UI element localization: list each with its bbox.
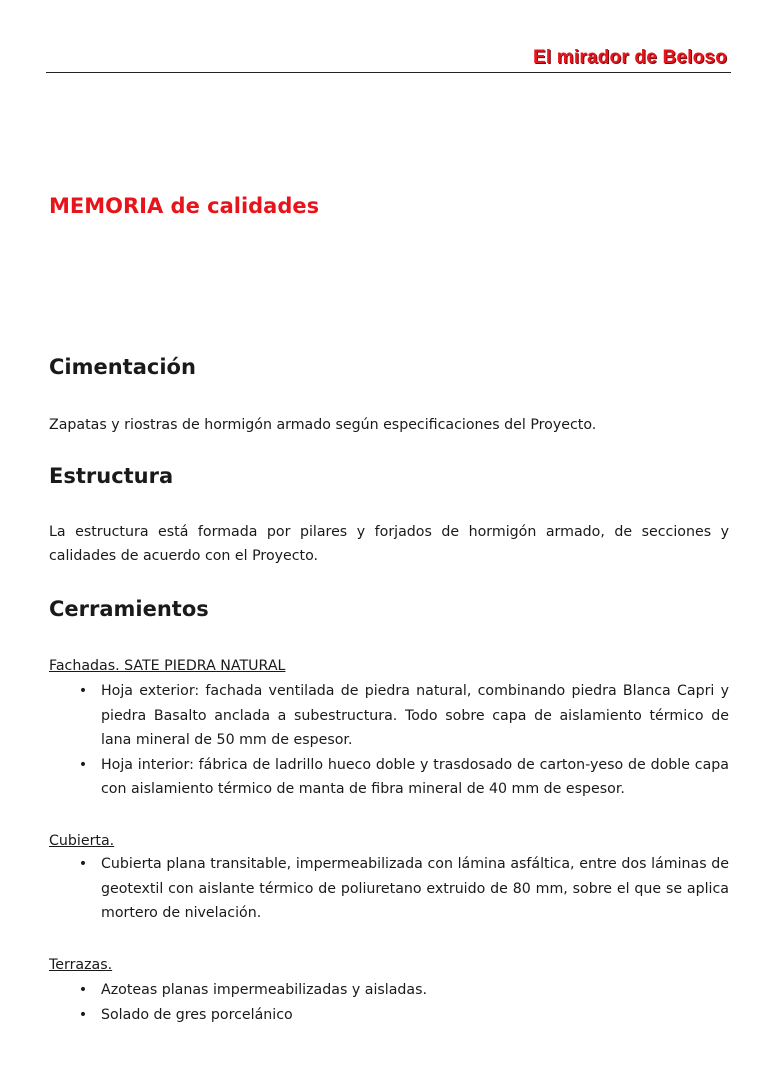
list-item: [49, 679, 729, 753]
list-item: [49, 1003, 729, 1028]
list-item-text: Solado de gres porcelánico: [101, 1006, 293, 1023]
list-item: [49, 852, 729, 926]
heading-cimentacion: Cimentación: [49, 355, 196, 379]
list-fachadas: [49, 679, 729, 802]
subheading-cubierta: Cubierta.: [49, 833, 115, 849]
subheading-terrazas: Terrazas.: [49, 957, 113, 973]
header-rule: [46, 72, 731, 73]
text-estructura: La estructura está formada por pilares y forjados de hormigón armado, de secciones y calidades de acuerdo con el Proyecto.: [49, 524, 729, 564]
bullet-icon: •: [78, 756, 88, 773]
list-item: [49, 978, 729, 1003]
header-brand: El mirador de Beloso: [532, 47, 727, 68]
subheading-fachadas: Fachadas. SATE PIEDRA NATURAL: [49, 658, 286, 674]
list-item-text: Hoja interior: fábrica de ladrillo hueco doble y trasdosado de carton-yeso de doble capa con aislamiento térmico de manta de fibra mineral de 40 mm de espesor.: [101, 756, 729, 797]
list-item: [49, 753, 729, 802]
heading-cerramientos: Cerramientos: [49, 597, 209, 621]
list-item-text: Hoja exterior: fachada ventilada de piedra natural, combinando piedra Blanca Capri y piedra Basalto anclada a subestructura. Todo sobre capa de aislamiento térmico de lana mineral de 50 mm de espesor.: [101, 683, 729, 748]
heading-estructura: Estructura: [49, 464, 174, 488]
bullet-icon: •: [78, 683, 88, 699]
bullet-icon: •: [78, 982, 88, 998]
list-terrazas: [49, 978, 729, 1027]
list-item-text: Cubierta plana transitable, impermeabilizada con lámina asfáltica, entre dos láminas de geotextil con aislante térmico de poliuretano extruido de 80 mm, sobre el que se aplica mortero de nivelación.: [101, 856, 729, 921]
list-cubierta: [49, 852, 729, 926]
bullet-icon: •: [78, 1006, 88, 1023]
bullet-icon: •: [78, 856, 88, 872]
text-cimentacion: Zapatas y riostras de hormigón armado según especificaciones del Proyecto.: [49, 417, 597, 433]
document-title: MEMORIA de calidades: [49, 194, 320, 218]
list-item-text: Azoteas planas impermeabilizadas y aisladas.: [101, 982, 428, 998]
